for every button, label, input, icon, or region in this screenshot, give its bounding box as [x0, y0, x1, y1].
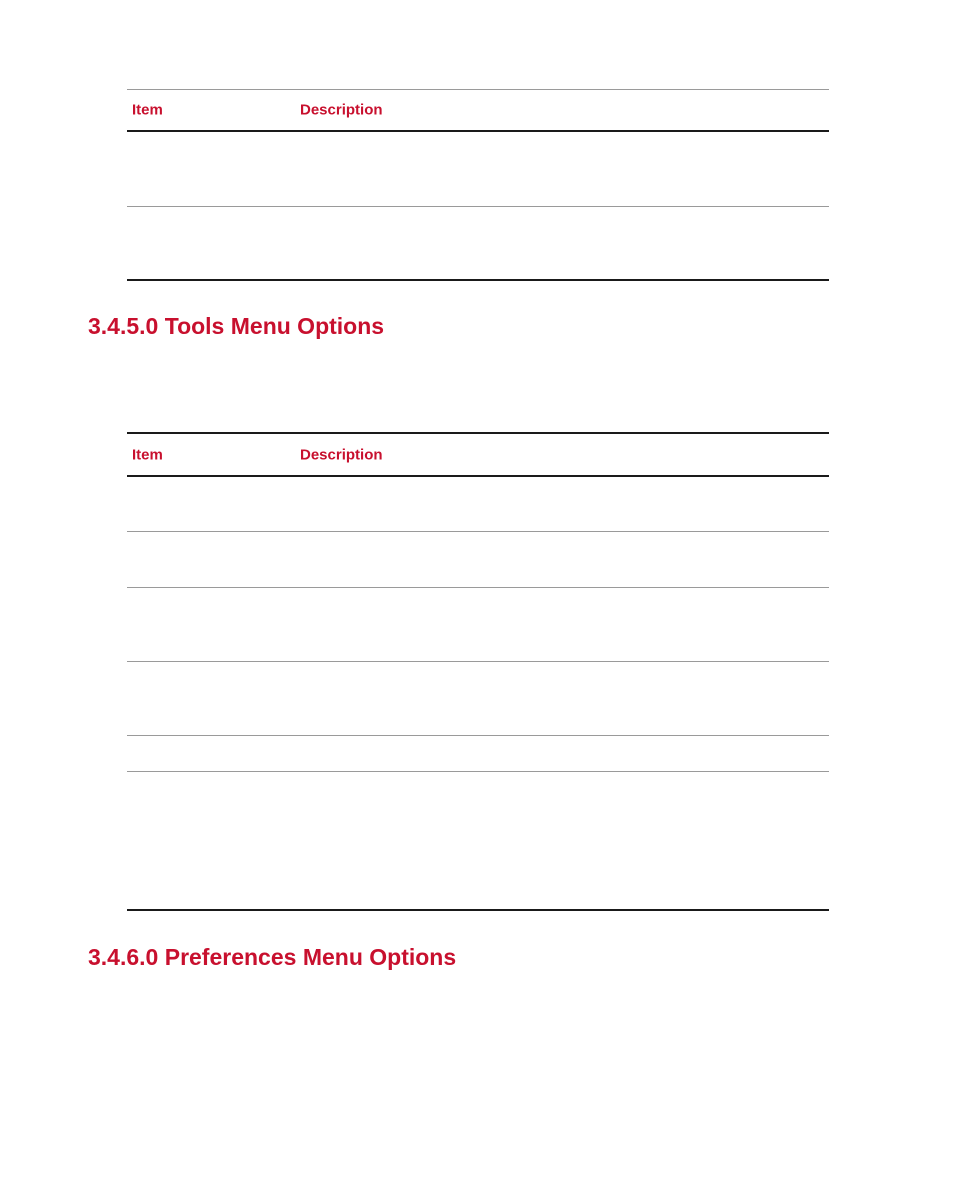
table-row: [127, 477, 829, 531]
table-row: [127, 771, 829, 911]
table-row: [127, 661, 829, 735]
table-row: [127, 531, 829, 587]
column-header-item: Item: [132, 101, 163, 119]
table-header-row: [127, 89, 829, 132]
table-partial-continuation: [127, 89, 829, 281]
table-header-row: [127, 432, 829, 477]
column-header-description: Description: [300, 446, 383, 463]
tools-menu-options-table: [127, 432, 829, 911]
column-header-item: Item: [132, 446, 163, 463]
table-row: [127, 206, 829, 281]
table-row: [127, 735, 829, 771]
section-heading-tools: 3.4.5.0 Tools Menu Options: [88, 313, 385, 339]
section-heading-preferences: 3.4.6.0 Preferences Menu Options: [88, 944, 457, 970]
column-header-description: Description: [300, 101, 383, 119]
table-row: [127, 132, 829, 206]
table-row: [127, 587, 829, 661]
